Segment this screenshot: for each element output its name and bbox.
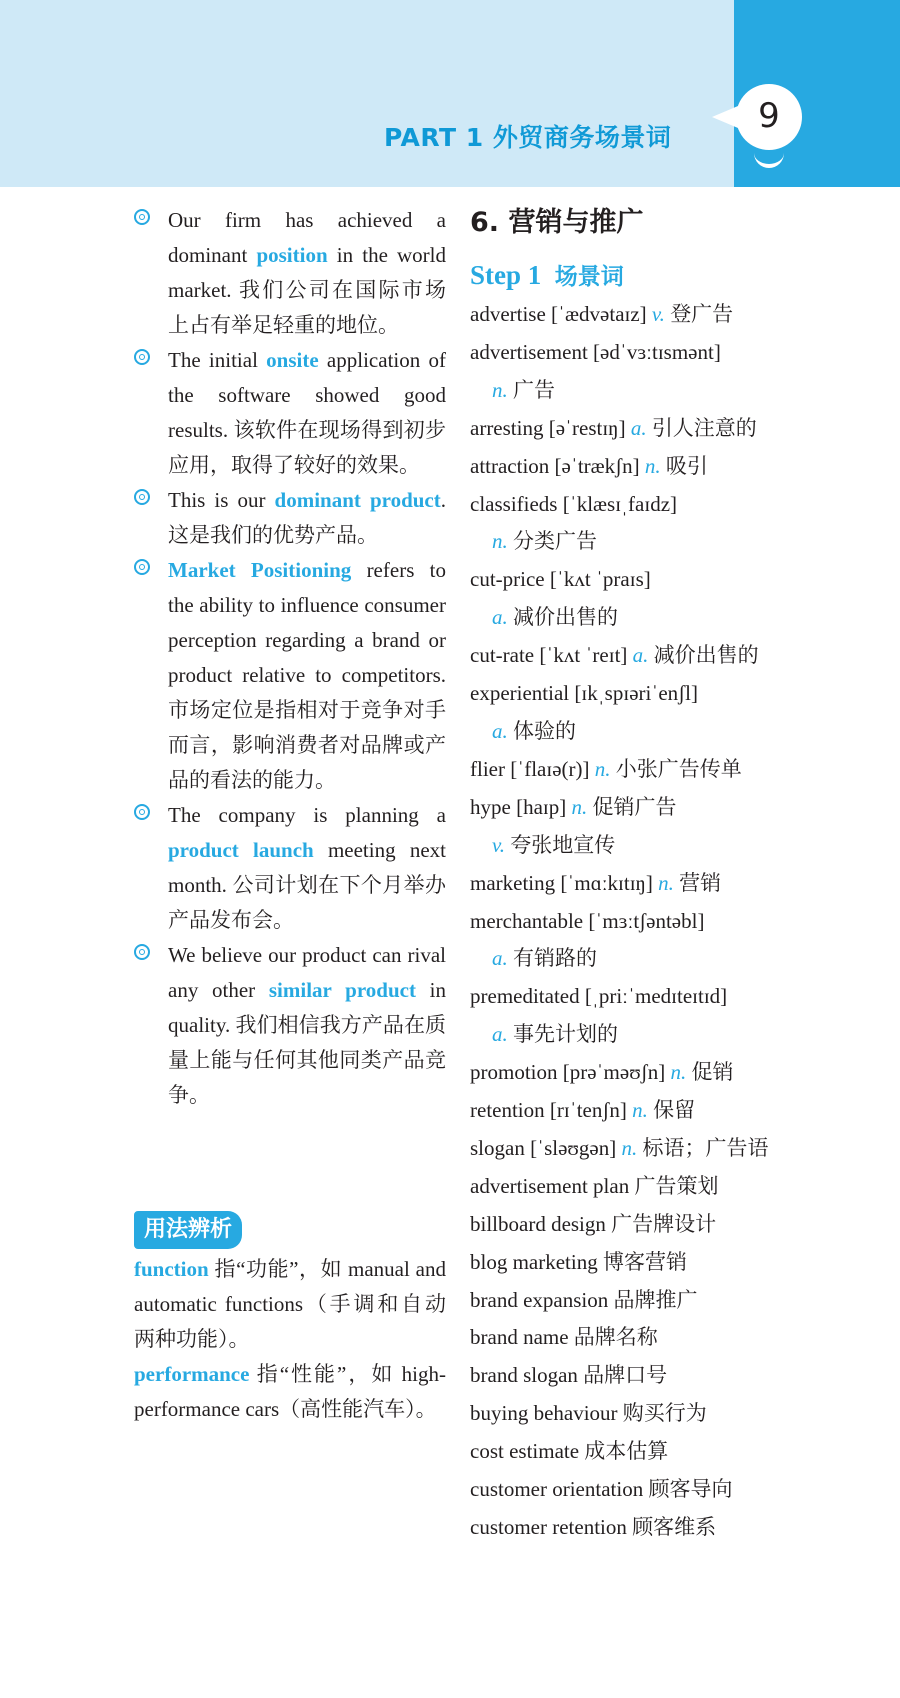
vocab-line bbox=[470, 372, 810, 410]
vocab-text: billboard design 广告牌设计 bbox=[470, 1211, 717, 1236]
usage-explanation: 指“功能”，如 manual and automatic functions（手调和自动两种功能）。 bbox=[134, 1257, 446, 1351]
vocab-list bbox=[470, 296, 810, 1547]
vocab-text: 体验的 bbox=[507, 718, 576, 743]
vocab-text: 营销 bbox=[673, 870, 722, 895]
part-of-speech: n. bbox=[594, 756, 611, 781]
bullet-icon bbox=[134, 349, 150, 365]
vocab-column bbox=[470, 203, 810, 1547]
vocab-text: 减价出售的 bbox=[507, 605, 618, 630]
vocab-line bbox=[470, 751, 810, 789]
chapter-title: PART 1 外贸商务场景词 bbox=[384, 123, 672, 152]
part-of-speech: n. bbox=[571, 794, 588, 819]
vocab-text: brand slogan 品牌口号 bbox=[470, 1363, 668, 1388]
vocab-text: brand name 品牌名称 bbox=[470, 1325, 658, 1350]
page-number: 9 bbox=[758, 96, 780, 136]
sentence-fragment: . 这是我们的优势产品。 bbox=[168, 488, 446, 547]
vocab-line bbox=[470, 865, 810, 903]
vocab-text: 登广告 bbox=[664, 302, 734, 326]
vocab-text: cut-price [ˈkʌt ˈpraɪs] bbox=[470, 567, 651, 592]
vocab-line bbox=[470, 827, 810, 865]
vocab-text: blog marketing 博客营销 bbox=[470, 1249, 687, 1274]
highlighted-term: product launch bbox=[168, 838, 314, 862]
example-sentences bbox=[134, 203, 446, 1113]
step-subtitle: 场景词 bbox=[554, 264, 624, 290]
vocab-text: 引人注意的 bbox=[646, 415, 757, 440]
vocab-text: marketing [ˈmɑːkɪtɪŋ] bbox=[470, 870, 659, 895]
part-of-speech: n. bbox=[670, 1060, 687, 1085]
example-text bbox=[168, 343, 446, 483]
example-item bbox=[134, 798, 446, 938]
part-of-speech: a. bbox=[492, 946, 508, 971]
vocab-line bbox=[470, 334, 810, 372]
vocab-text: 促销广告 bbox=[587, 794, 677, 819]
bullet-icon bbox=[134, 944, 150, 960]
sentence-fragment: The initial bbox=[168, 348, 267, 372]
bullet-icon bbox=[134, 209, 150, 225]
vocab-text: classifieds [ˈklæsɪˌfaɪdz] bbox=[470, 491, 678, 516]
vocab-line bbox=[470, 940, 810, 978]
vocab-line bbox=[470, 978, 810, 1016]
example-item bbox=[134, 203, 446, 343]
vocab-line bbox=[470, 1395, 810, 1433]
vocab-text: experiential [ɪkˌspɪəriˈenʃl] bbox=[470, 681, 698, 706]
part-of-speech: v. bbox=[651, 302, 665, 326]
part-of-speech: v. bbox=[492, 832, 506, 857]
highlighted-term: onsite bbox=[266, 348, 319, 372]
vocab-line bbox=[470, 1509, 810, 1547]
vocab-line bbox=[470, 1130, 810, 1168]
bullet-icon bbox=[134, 489, 150, 505]
vocab-line bbox=[470, 1092, 810, 1130]
vocab-text: promotion [prəˈməʊʃn] bbox=[470, 1060, 671, 1085]
vocab-text: 事先计划的 bbox=[507, 1022, 618, 1047]
vocab-text: 促销 bbox=[686, 1060, 734, 1085]
vocab-text: retention [rɪˈtenʃn] bbox=[470, 1098, 633, 1123]
vocab-text: 夸张地宣传 bbox=[505, 832, 616, 857]
bullet-icon bbox=[134, 559, 150, 575]
usage-notes bbox=[134, 1252, 446, 1427]
sentence-fragment: We believe our product can rival any other bbox=[168, 943, 446, 1002]
vocab-text: slogan [ˈsləʊgən] bbox=[470, 1135, 622, 1160]
example-text bbox=[168, 938, 446, 1113]
example-text bbox=[168, 553, 446, 798]
example-item bbox=[134, 938, 446, 1113]
vocab-text: 标语；广告语 bbox=[637, 1135, 769, 1160]
vocab-text: hype [haɪp] bbox=[470, 794, 572, 819]
vocab-text: 有销路的 bbox=[507, 946, 597, 971]
vocab-line bbox=[470, 1357, 810, 1395]
highlighted-term: similar product bbox=[268, 978, 416, 1002]
example-text bbox=[168, 798, 446, 938]
vocab-text: advertisement plan 广告策划 bbox=[470, 1173, 719, 1198]
vocab-line bbox=[470, 296, 810, 334]
vocab-text: 分类广告 bbox=[507, 529, 597, 554]
example-text bbox=[168, 483, 446, 553]
vocab-line bbox=[470, 1206, 810, 1244]
vocab-text: 广告 bbox=[507, 377, 555, 402]
sentence-fragment: in the world market. 我们公司在国际市场上占有举足轻重的地位。 bbox=[168, 243, 447, 337]
vocab-line bbox=[470, 713, 810, 751]
vocab-text: 小张广告传单 bbox=[610, 756, 742, 781]
usage-explanation: 指“性能”，如 high-performance cars（高性能汽车）。 bbox=[134, 1362, 446, 1421]
vocab-line bbox=[470, 1282, 810, 1320]
vocab-line bbox=[470, 599, 810, 637]
sentence-fragment: Our firm has achieved a dominant bbox=[168, 208, 446, 267]
part-of-speech: n. bbox=[492, 529, 508, 554]
vocab-line bbox=[470, 448, 810, 486]
vocab-text: premeditated [ˌpriːˈmedɪteɪtɪd] bbox=[470, 984, 728, 1009]
vocab-line bbox=[470, 903, 810, 941]
part-of-speech: a. bbox=[630, 415, 647, 440]
sentence-fragment: application of the software showed good results. 该软件在现场得到初步应用，取得了较好的效果。 bbox=[168, 348, 446, 477]
bullet-icon bbox=[134, 804, 150, 820]
vocab-text: advertise [ˈædvətaɪz] bbox=[470, 302, 652, 326]
vocab-line bbox=[470, 1433, 810, 1471]
usage-item bbox=[134, 1252, 446, 1357]
part-of-speech: a. bbox=[492, 605, 508, 630]
vocab-text: cost estimate 成本估算 bbox=[470, 1439, 669, 1464]
vocab-text: flier [ˈflaɪə(r)] bbox=[470, 756, 595, 781]
vocab-text: 保留 bbox=[647, 1098, 696, 1123]
vocab-text: 吸引 bbox=[660, 453, 708, 478]
example-text bbox=[168, 203, 446, 343]
vocab-line bbox=[470, 523, 810, 561]
step-heading bbox=[470, 257, 810, 295]
sentence-fragment: meeting next month. 公司计划在下个月举办产品发布会。 bbox=[168, 838, 446, 932]
part-of-speech: a. bbox=[492, 1022, 508, 1047]
vocab-text: advertisement [ədˈvɜːtɪsmənt] bbox=[470, 339, 721, 364]
usage-term: performance bbox=[134, 1362, 250, 1386]
example-item bbox=[134, 343, 446, 483]
vocab-line bbox=[470, 410, 810, 448]
vocab-line bbox=[470, 1319, 810, 1357]
vocab-text: attraction [əˈtrækʃn] bbox=[470, 453, 645, 478]
vocab-text: customer orientation 顾客导向 bbox=[470, 1477, 733, 1502]
vocab-text: arresting [əˈrestɪŋ] bbox=[470, 415, 631, 440]
vocab-text: customer retention 顾客维系 bbox=[470, 1515, 717, 1539]
vocab-text: brand expansion 品牌推广 bbox=[470, 1287, 698, 1312]
section-title: 6. 营销与推广 bbox=[470, 207, 644, 238]
vocab-text: cut-rate [ˈkʌt ˈreɪt] bbox=[470, 643, 633, 668]
vocab-line bbox=[470, 1016, 810, 1054]
part-of-speech: a. bbox=[632, 643, 649, 668]
part-of-speech: a. bbox=[492, 718, 508, 743]
vocab-line bbox=[470, 561, 810, 599]
part-of-speech: n. bbox=[644, 453, 661, 478]
vocab-line bbox=[470, 637, 810, 675]
page-bubble-pointer bbox=[712, 106, 738, 128]
sentence-fragment: This is our bbox=[168, 488, 275, 512]
example-item bbox=[134, 483, 446, 553]
sentence-fragment: refers to the ability to influence consumer perception regarding a brand or product relative to competitors. 市场定位是指相对于竞争对手而言，影响消费者对品牌或产品的看法的能力。 bbox=[168, 558, 446, 792]
vocab-text: 减价出售的 bbox=[648, 643, 759, 668]
part-of-speech: n. bbox=[492, 377, 508, 402]
highlighted-term: Market Positioning bbox=[168, 558, 352, 582]
vocab-text: merchantable [ˈmɜːtʃəntəbl] bbox=[470, 908, 705, 933]
step-label: Step 1 bbox=[470, 260, 542, 290]
usage-term: function bbox=[134, 1257, 209, 1281]
vocab-text: buying behaviour 购买行为 bbox=[470, 1401, 707, 1426]
highlighted-term: dominant product bbox=[274, 488, 441, 512]
vocab-line bbox=[470, 675, 810, 713]
highlighted-term: position bbox=[256, 243, 328, 267]
example-item bbox=[134, 553, 446, 798]
sentence-fragment: in quality. 我们相信我方产品在质量上能与任何其他同类产品竞争。 bbox=[168, 978, 446, 1107]
part-of-speech: n. bbox=[658, 870, 674, 895]
sentence-fragment: The company is planning a bbox=[168, 803, 446, 827]
vocab-line bbox=[470, 1168, 810, 1206]
vocab-line bbox=[470, 1244, 810, 1282]
vocab-line bbox=[470, 1054, 810, 1092]
part-of-speech: n. bbox=[621, 1135, 638, 1160]
part-of-speech: n. bbox=[632, 1098, 648, 1123]
usage-tag: 用法辨析 bbox=[134, 1211, 242, 1249]
vocab-line bbox=[470, 486, 810, 524]
vocab-line bbox=[470, 1471, 810, 1509]
vocab-line bbox=[470, 789, 810, 827]
usage-item bbox=[134, 1357, 446, 1427]
